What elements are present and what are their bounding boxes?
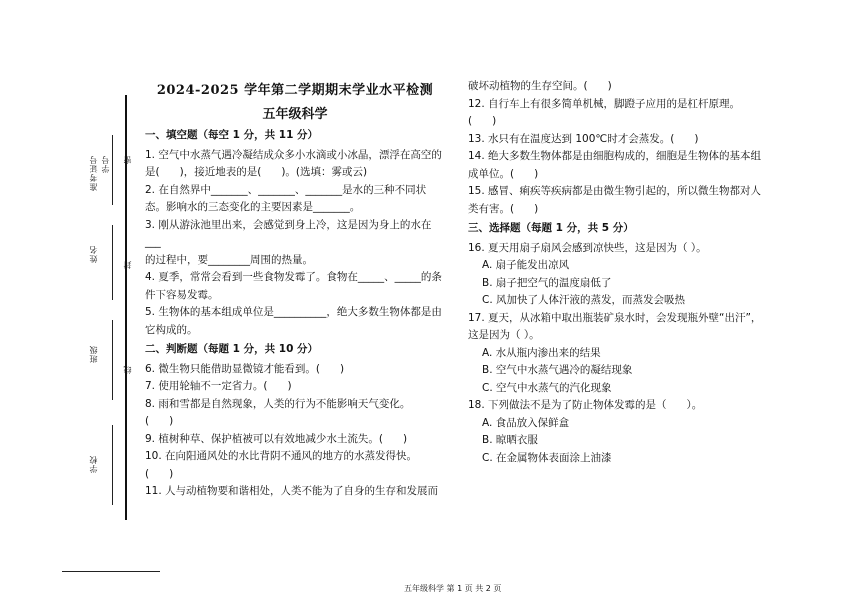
question-line: 3. 刚从游泳池里出来，会感觉到身上冷，这是因为身上的水在___: [145, 218, 432, 248]
footer-rule: [62, 571, 160, 572]
seal-char-3: 线: [123, 365, 132, 374]
question-line: 8. 雨和雪都是自然现象，人类的行为不能影响天气变化。: [145, 397, 411, 410]
question-line: 16. 夏天用扇子扇风会感到凉快些，这是因为（ ）。: [468, 241, 707, 254]
question-line: 的过程中，要________周围的热量。: [145, 253, 313, 266]
answer-option: A. 食品放入保鲜盒: [482, 416, 570, 429]
section-heading: 二、判断题（每题 1 分，共 10 分）: [145, 343, 319, 355]
question-line: 是( )，接近地表的是( )。(选填：雾或云): [145, 166, 368, 178]
exam-id-fill-line: [112, 135, 113, 205]
section-heading: 三、选择题（每题 1 分，共 5 分）: [468, 222, 634, 234]
answer-option: C. 风加快了人体汗液的蒸发，而蒸发会吸热: [482, 294, 686, 306]
question-line: ( ): [145, 467, 174, 480]
answer-option: B. 晾晒衣服: [482, 434, 538, 446]
question-line: 15. 感冒、痢疾等疾病都是由微生物引起的，所以微生物都对人: [468, 185, 762, 197]
school-fill-line: [112, 425, 113, 505]
question-line: 类有害。( ): [468, 202, 539, 215]
question-line: 件下容易发霉。: [145, 288, 219, 301]
question-line: 成单位。( ): [468, 167, 539, 180]
exam-subtitle: 五年级科学: [262, 106, 328, 122]
question-line: 2. 在自然界中_______、_______、_______是水的三种不同状: [145, 183, 427, 196]
left-question-list: [145, 127, 445, 501]
right-column: [468, 78, 798, 467]
question-line: 这是因为（ ）。: [468, 329, 540, 341]
question-line: 破坏动植物的生存空间。( ): [468, 80, 612, 92]
question-line: 9. 植树种草、保护植被可以有效地减少水土流失。( ): [145, 432, 408, 445]
seal-char-2: 封: [123, 260, 132, 269]
question-line: ( ): [145, 415, 174, 427]
name-fill-line: [112, 225, 113, 300]
question-line: 17. 夏天，从冰箱中取出瓶装矿泉水时，会发现瓶外壁“出汗”，: [468, 311, 762, 324]
question-line: 10. 在向阳通风处的水比背阴不通风的地方的水蒸发得快。: [145, 450, 418, 462]
left-column: [145, 82, 445, 501]
answer-option: C. 空气中水蒸气的汽化现象: [482, 381, 612, 394]
binding-margin: [88, 95, 138, 520]
question-line: 13. 水只有在温度达到 100℃时才会蒸发。( ): [468, 132, 699, 145]
question-line: 4. 夏季，常常会看到一些食物发霉了。食物在_____、_____的条: [145, 271, 442, 283]
question-line: 12. 自行车上有很多简单机械，脚蹬子应用的是杠杆原理。: [468, 97, 741, 110]
question-line: 14. 绝大多数生物体都是由细胞构成的，细胞是生物体的基本组: [468, 150, 762, 162]
section-heading: 一、填空题（每空 1 分，共 11 分）: [145, 129, 319, 141]
question-line: 它构成的。: [145, 323, 198, 336]
answer-option: B. 空气中水蒸气遇冷的凝结现象: [482, 364, 633, 376]
binding-line: [125, 95, 127, 520]
question-line: 5. 生物体的基本组成单位是__________，绝大多数生物体都是由: [145, 306, 442, 318]
answer-option: B. 扇子把空气的温度扇低了: [482, 276, 612, 289]
right-question-list: [468, 78, 798, 467]
answer-option: A. 扇子能发出凉风: [482, 259, 570, 271]
exam-title: 2024-2025 学年第二学期期末学业水平检测: [156, 83, 434, 98]
question-line: 11. 人与动植物要和谐相处，人类不能为了自身的生存和发展而: [145, 485, 439, 497]
question-line: 6. 微生物只能借助显微镜才能看到。( ): [145, 362, 345, 375]
question-line: 态。影响水的三态变化的主要因素是_______。: [145, 201, 361, 213]
question-line: ( ): [468, 115, 497, 127]
name-label: 姓名: [89, 245, 98, 263]
question-line: 18. 下列做法不是为了防止物体发霉的是（ ）。: [468, 399, 703, 411]
class-fill-line: [112, 320, 113, 400]
answer-option: A. 水从瓶内渗出来的结果: [482, 346, 601, 359]
school-label: 学校: [89, 455, 98, 473]
answer-option: C. 在金属物体表面涂上油漆: [482, 451, 612, 464]
page-footer: 五年级科学 第 1 页 共 2 页: [404, 584, 502, 593]
seal-char-1: 密: [123, 155, 132, 164]
class-label: 班级: [89, 345, 98, 363]
exam-id-label-2: 学号: [101, 155, 110, 173]
question-line: 1. 空气中水蒸气遇冷凝结成众多小水滴或小冰晶，漂浮在高空的: [145, 148, 442, 161]
exam-id-label: 准考证号: [89, 155, 98, 191]
question-line: 7. 使用轮轴不一定省力。( ): [145, 380, 292, 392]
